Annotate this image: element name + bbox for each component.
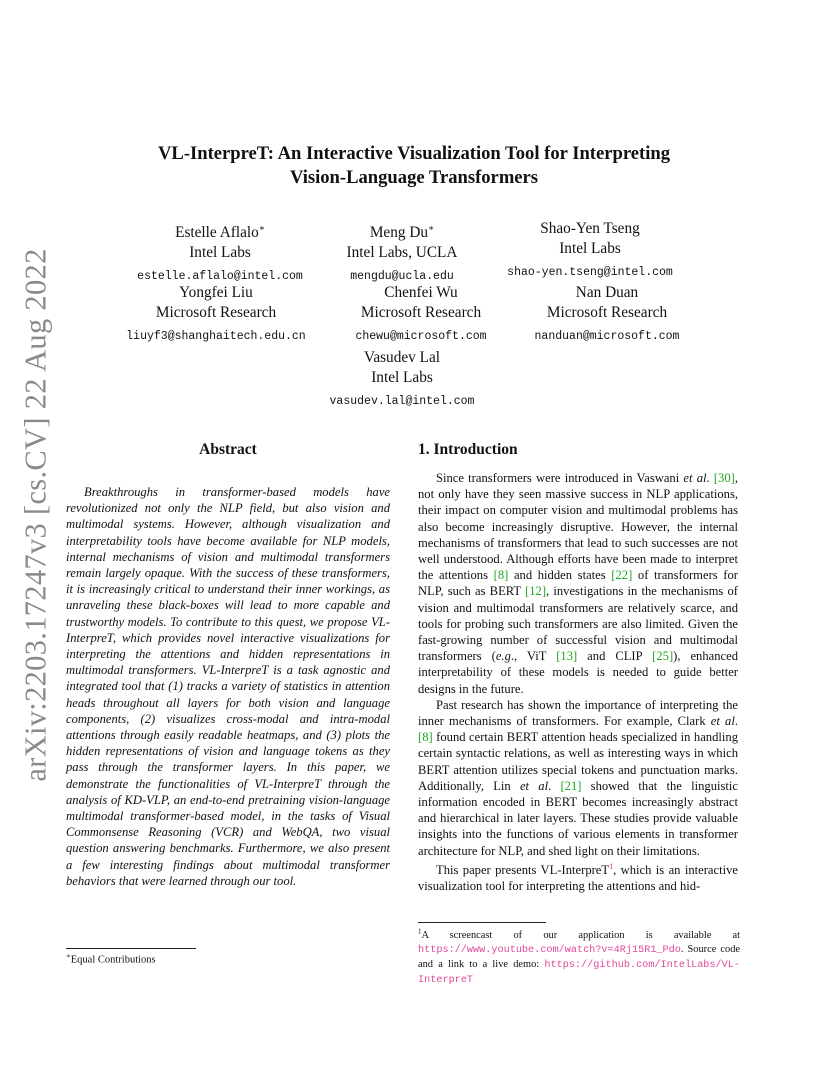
author-affiliation: Intel Labs, UCLA	[346, 243, 458, 261]
author-block	[465, 219, 715, 283]
citation-link[interactable]: [21]	[560, 778, 582, 793]
author-name: Vasudev Lal	[363, 349, 441, 366]
paragraph: Since transformers were introduced in Vaswani et al. [30], not only have they seen massive success in NLP applications, their impact on computer vision and multimodal problems has also become increasingly disruptive. However, the internal mechanisms of transformers that lead to such successes are not well understood. Although efforts have been made to interpret the attentions [8] and hidden states [22] of transformers for NLP, such as BERT [12], investigations in the mechanisms of vision and multimodal transformers are relatively scarce, and tools for probing such transformers are also limited. Given the fast-growing number of successful vision and multimodal transformers (e.g., ViT [13] and CLIP [25]), enhanced interpretability of these models is needed to guide better designs in the future.	[418, 471, 739, 696]
footnote-divider	[418, 922, 546, 923]
author-email[interactable]: shao-yen.tseng@intel.com	[507, 266, 673, 279]
author-name: Estelle Aflalo∗	[175, 223, 265, 242]
abstract-heading: Abstract	[199, 441, 257, 458]
author-email[interactable]: nanduan@microsoft.com	[534, 330, 680, 343]
equal-contribution-mark: ∗	[258, 223, 265, 233]
arxiv-identifier: arXiv:2203.17247v3 [cs.CV] 22 Aug 2022	[18, 248, 53, 782]
author-name: Chenfei Wu	[384, 284, 458, 301]
author-email[interactable]: vasudev.lal@intel.com	[329, 395, 475, 408]
citation-link[interactable]: [30]	[713, 471, 735, 485]
author-block	[482, 283, 732, 347]
github-link[interactable]: https://github.com/IntelLabs/VL-InterpreT	[418, 960, 740, 987]
section-heading-introduction: 1. Introduction	[418, 441, 518, 458]
author-name: Yongfei Liu	[179, 284, 253, 301]
paragraph: This paper presents VL-InterpreT$^1$, which is an interactive visualization tool for interpreting the attentions and hid-	[418, 861, 738, 894]
author-email[interactable]: estelle.aflalo@intel.com	[137, 270, 303, 284]
author-affiliation: Microsoft Research	[546, 303, 668, 321]
title-line-2: Vision-Language Transformers	[289, 167, 539, 188]
citation-link[interactable]: [8]	[493, 568, 509, 583]
author-affiliation: Intel Labs	[559, 239, 621, 257]
citation-link[interactable]: [8]	[418, 730, 433, 745]
paper-title	[0, 142, 828, 190]
footnote-marker[interactable]: 1	[609, 861, 614, 871]
author-affiliation: Microsoft Research	[155, 303, 277, 321]
abstract-text: Breakthroughs in transformer-based models have revolutionized not only the NLP field, but also vision and multimodal systems. However, although visualization and interpretability tools have become available for NLP models, internal mechanisms of vision and multimodal transformers remain largely opaque. With the success of these transformers, it is increasingly critical to understand their inner workings, as unraveling these black-boxes will lead to more capable and trustworthy models. To contribute to this quest, we propose VL-InterpreT, which provides novel interactive visualizations for interpreting the attentions and hidden representations in multimodal transformers. VL-InterpreT is a task agnostic and integrated tool that (1) tracks a variety of statistics in attention heads throughout all layers for both vision and language components, (2) visualizes cross-modal and intra-modal attentions through easily readable heatmaps, and (3) plots the hidden representations of vision and language tokens as they pass through the transformer layers. In this paper, we demonstrate the functionalities of VL-InterpreT through the analysis of KD-VLP, an end-to-end pretraining vision-language multimodal transformer-based model, in the tasks of Visual Commonsense Reasoning (VCR) and WebQA, two visual question answering benchmarks. Furthermore, we also present a few interesting findings about multimodal transformer behaviors that were learned through our tool.	[66, 485, 390, 888]
citation-link[interactable]: [22]	[611, 568, 633, 583]
citation-link[interactable]: [25]	[652, 649, 674, 664]
abstract-body	[66, 484, 390, 889]
author-name: Nan Duan	[575, 284, 639, 301]
author-email[interactable]: mengdu@ucla.edu	[350, 270, 454, 284]
title-line-1: VL-InterpreT: An Interactive Visualization Tool for Interpreting	[157, 143, 670, 164]
introduction-body	[418, 470, 738, 894]
youtube-link[interactable]: https://www.youtube.com/watch?v=4Rj15R1_Pdo	[418, 945, 681, 957]
author-email[interactable]: chewu@microsoft.com	[355, 330, 487, 343]
author-name: Shao-Yen Tseng	[540, 220, 640, 237]
citation-link[interactable]: [12]	[525, 584, 547, 599]
author-name: Meng Du∗	[369, 223, 435, 242]
citation-link[interactable]: [13]	[556, 649, 578, 664]
footnote-equal-contributions: ∗Equal Contributions	[66, 952, 156, 966]
author-block	[277, 348, 527, 412]
author-affiliation: Microsoft Research	[360, 303, 482, 321]
author-affiliation: Intel Labs	[189, 243, 251, 261]
footnote-divider	[66, 948, 196, 949]
author-affiliation: Intel Labs	[371, 368, 433, 386]
paragraph: Past research has shown the importance of interpreting the inner mechanisms of transformers. For example, Clark et al. [8] found certain BERT attention heads specialized in handling certain syntactic relations, as well as interesting ways in which BERT attention utilizes special tokens and punctuation marks. Additionally, Lin et al. [21] showed that the linguistic information encoded in BERT becomes increasingly abstract and hierarchical in later layers. These studies provide valuable insights into the functions of various elements in transformer architecture for NLP, and shed light on their limitations.	[418, 697, 739, 858]
author-email[interactable]: liuyf3@shanghaitech.edu.cn	[126, 330, 306, 343]
footnote-screencast: $^1$A screencast of our application is available at https://www.youtube.com/watch?v=4Rj15R1_Pdo. Source code and a link to a live demo: https://github.com/IntelLabs/VL-InterpreT	[418, 928, 740, 987]
equal-contribution-mark: ∗	[428, 223, 435, 233]
